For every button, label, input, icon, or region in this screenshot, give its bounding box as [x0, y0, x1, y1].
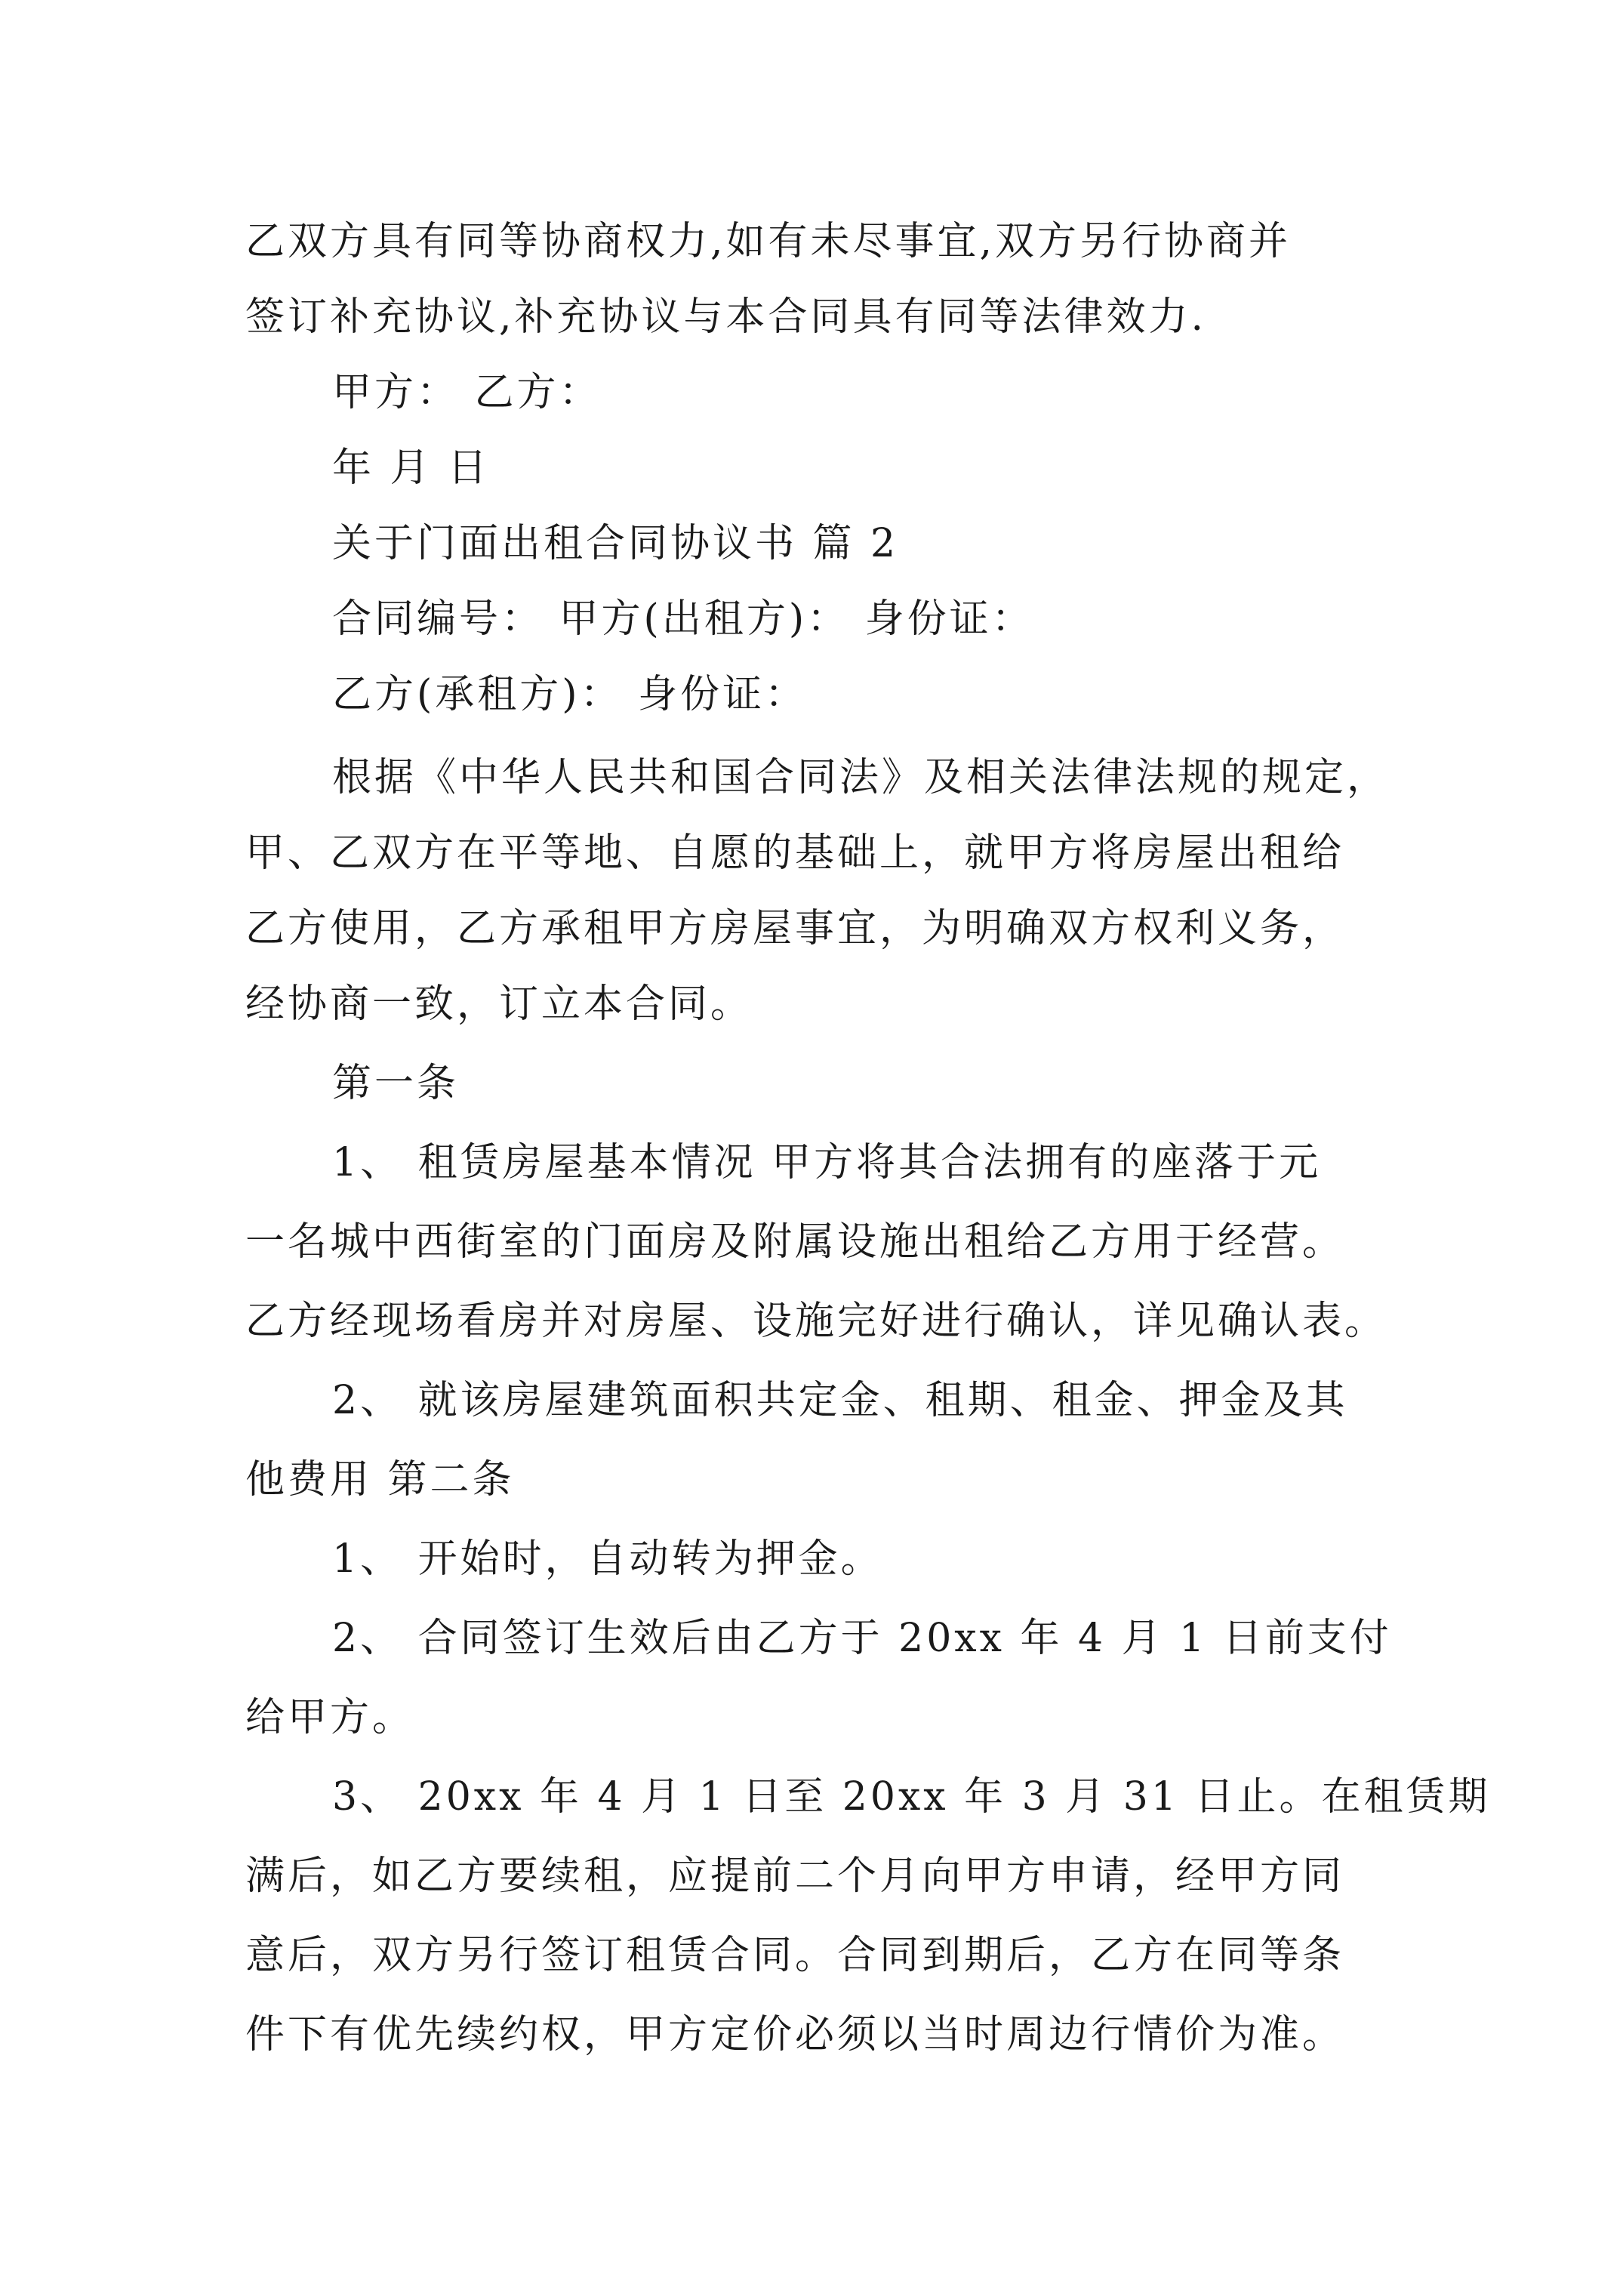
text-line: 根据《中华人民共和国合同法》及相关法律法规的规定， — [332, 755, 1390, 800]
text-line: 乙方使用，乙方承租甲方房屋事宜，为明确双方权利义务， — [245, 906, 1345, 951]
text-line: 甲、乙双方在平等地、自愿的基础上，就甲方将房屋出租给 — [245, 831, 1345, 876]
text-line: 2、 就该房屋建筑面积共定金、租期、租金、押金及其 — [332, 1378, 1348, 1423]
text-line: 3、 20xx 年 4 月 1 日至 20xx 年 3 月 31 日止。在租赁期 — [332, 1774, 1491, 1820]
text-line: 一名城中西街室的门面房及附属设施出租给乙方用于经营。 — [245, 1219, 1345, 1265]
text-line: 2、 合同签订生效后由乙方于 20xx 年 4 月 1 日前支付 — [332, 1616, 1392, 1661]
text-line: 乙方经现场看房并对房屋、设施完好进行确认，详见确认表。 — [245, 1299, 1387, 1344]
date-line: 年 月 日 — [332, 445, 491, 491]
contract-number-line: 合同编号： 甲方(出租方)： 身份证： — [332, 596, 1034, 642]
text-line: 经协商一致，订立本合同。 — [245, 982, 753, 1027]
text-line: 签订补充协议,补充协议与本合同具有同等法律效力. — [245, 294, 1207, 340]
text-line: 他费用 第二条 — [245, 1457, 515, 1502]
text-line: 给甲方。 — [245, 1695, 415, 1740]
text-line: 1、 开始时，自动转为押金。 — [332, 1536, 883, 1582]
party-b-line: 乙方(承租方)： 身份证： — [332, 672, 808, 717]
section-heading: 关于门面出租合同协议书 篇 2 — [332, 521, 899, 566]
text-line: 件下有优先续约权，甲方定价必须以当时周边行情价为准。 — [245, 2012, 1345, 2057]
text-line: 满后，如乙方要续租，应提前二个月向甲方申请，经甲方同 — [245, 1854, 1345, 1899]
text-line: 乙双方具有同等协商权力,如有未尽事宜,双方另行协商并 — [245, 219, 1292, 264]
text-line: 意后，双方另行签订租赁合同。合同到期后，乙方在同等条 — [245, 1933, 1345, 1978]
signature-line: 甲方： 乙方： — [332, 370, 602, 415]
text-line: 1、 租赁房屋基本情况 甲方将其合法拥有的座落于元 — [332, 1140, 1322, 1185]
article-heading: 第一条 — [332, 1061, 460, 1106]
